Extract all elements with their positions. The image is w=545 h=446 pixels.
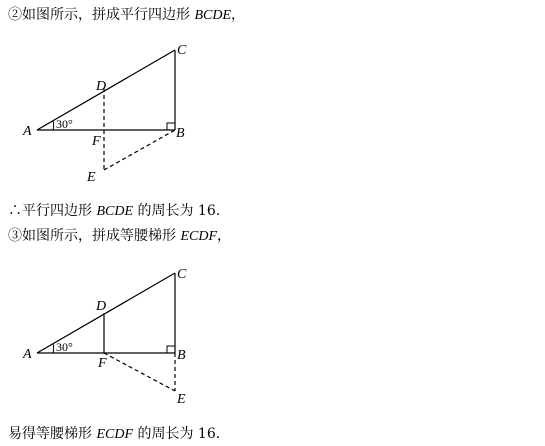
section2-intro-suffix: ，: [231, 7, 246, 23]
section2-conclusion-prefix: ∴平行四边形: [8, 203, 97, 219]
section2-intro-shape: BCDE: [194, 8, 232, 23]
section2-conclusion: [8, 202, 220, 221]
section3-intro-suffix: ，: [217, 228, 232, 244]
section3-conclusion-shape: ECDF: [96, 427, 134, 442]
label-b: B: [177, 348, 186, 363]
segment-fe: [104, 353, 175, 391]
section3-conclusion-prefix: 易得等腰梯形: [8, 426, 97, 442]
right-angle-mark: [167, 123, 175, 130]
section3-intro-shape: ECDF: [180, 229, 218, 244]
label-d: D: [96, 299, 107, 314]
angle-label: 30°: [56, 340, 73, 354]
label-c: C: [177, 43, 187, 58]
section3-conclusion-suffix: 的周长为 16.: [133, 426, 221, 442]
label-a: A: [23, 124, 32, 139]
angle-label: 30°: [56, 117, 73, 131]
section2-conclusion-shape: BCDE: [96, 204, 134, 219]
section3-intro: [8, 227, 231, 246]
section2-intro-prefix: ②如图所示，拼成平行四边形: [8, 7, 195, 23]
label-f: F: [98, 356, 107, 371]
section3-intro-prefix: ③如图所示，拼成等腰梯形: [8, 228, 181, 244]
angle-arc: [53, 121, 54, 130]
section2-intro: [8, 6, 245, 25]
label-d: D: [96, 79, 107, 94]
label-b: B: [176, 126, 185, 141]
right-angle-mark: [167, 346, 175, 353]
angle-arc: [53, 344, 54, 353]
label-e: E: [177, 392, 186, 407]
label-a: A: [23, 347, 32, 362]
label-f: F: [92, 134, 101, 149]
segment-eb: [104, 130, 175, 170]
figure-trapezoid: [0, 258, 545, 418]
section3-conclusion: [8, 425, 220, 444]
label-c: C: [177, 267, 187, 282]
figure-parallelogram: [0, 30, 545, 220]
section2-conclusion-suffix: 的周长为 16.: [133, 203, 221, 219]
label-e: E: [87, 170, 96, 185]
